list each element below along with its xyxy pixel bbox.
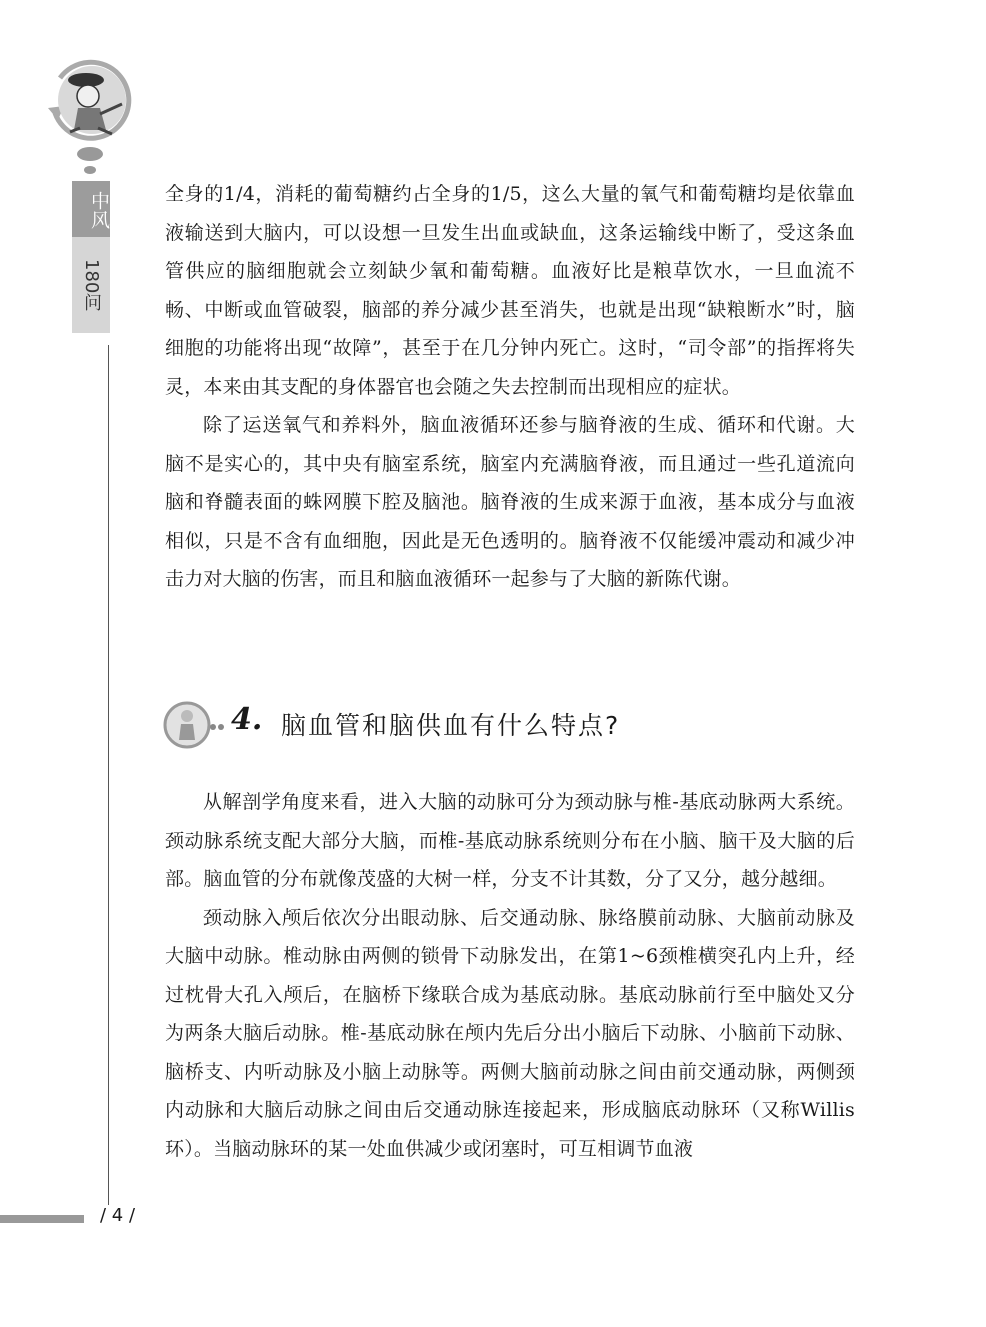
section-number: 4. bbox=[231, 702, 263, 737]
paragraph: 从解剖学角度来看，进入大脑的动脉可分为颈动脉与椎-基底动脉两大系统。颈动脉系统支配大部分大脑，而椎-基底动脉系统则分布在小脑、脑干及大脑的后部。脑血管的分布就像茂盛的大树一样，分支不计其数，分了又分，越分越细。 bbox=[165, 791, 855, 890]
section-title: 脑血管和脑供血有什么特点? bbox=[281, 711, 621, 740]
margin-rule bbox=[108, 345, 109, 1205]
section-heading bbox=[163, 696, 863, 754]
doctor-badge-icon bbox=[163, 696, 225, 754]
page-footer bbox=[0, 1200, 160, 1240]
body-text-bottom bbox=[165, 783, 855, 1168]
chapter-title: 中风 bbox=[88, 191, 110, 229]
paragraph: 全身的1/4，消耗的葡萄糖约占全身的1/5，这么大量的氧气和葡萄糖均是依靠血液输送到大脑内，可以设想一旦发生出血或缺血，这条运输线中断了，受这条血管供应的脑细胞就会立刻缺少氧和葡萄糖。血液好比是粮草饮水，一旦血流不畅、中断或血管破裂，脑部的养分减少甚至消失，也就是出现“缺粮断水”时，脑细胞的功能将出现“故障”，甚至于在几分钟内死亡。这时，“司令部”的指挥将失灵，本来由其支配的身体器官也会随之失去控制而出现相应的症状。 bbox=[165, 183, 855, 398]
paragraph: 颈动脉入颅后依次分出眼动脉、后交通动脉、脉络膜前动脉、大脑前动脉及大脑中动脉。椎动脉由两侧的锁骨下动脉发出，在第1~6颈椎横突孔内上升，经过枕骨大孔入颅后，在脑桥下缘联合成为基底动脉。基底动脉前行至中脑处又分为两条大脑后动脉。椎-基底动脉在颅内先后分出小脑后下动脉、小脑前下动脉、脑桥支、内听动脉及小脑上动脉等。两侧大脑前动脉之间由前交通动脉，两侧颈内动脉和大脑后动脉之间由后交通动脉连接起来，形成脑底动脉环（又称Willis环）。当脑动脉环的某一处血供减少或闭塞时，可互相调节血液 bbox=[165, 906, 855, 1160]
paragraph: 除了运送氧气和养料外，脑血液循环还参与脑脊液的生成、循环和代谢。大脑不是实心的，其中央有脑室系统，脑室内充满脑脊液，而且通过一些孔道流向脑和脊髓表面的蛛网膜下腔及脑池。脑脊液的生成来源于血液，基本成分与血液相似，只是不含有血细胞，因此是无色透明的。脑脊液不仅能缓冲震动和减少冲击力对大脑的伤害，而且和脑血液循环一起参与了大脑的新陈代谢。 bbox=[165, 414, 855, 590]
page-number: / 4 / bbox=[100, 1205, 136, 1226]
mascot-logo-icon bbox=[40, 58, 140, 178]
book-subtitle: 180问 bbox=[72, 237, 110, 333]
footer-bar bbox=[0, 1215, 84, 1223]
body-text-top bbox=[165, 175, 855, 599]
chapter-side-tab bbox=[72, 181, 110, 333]
